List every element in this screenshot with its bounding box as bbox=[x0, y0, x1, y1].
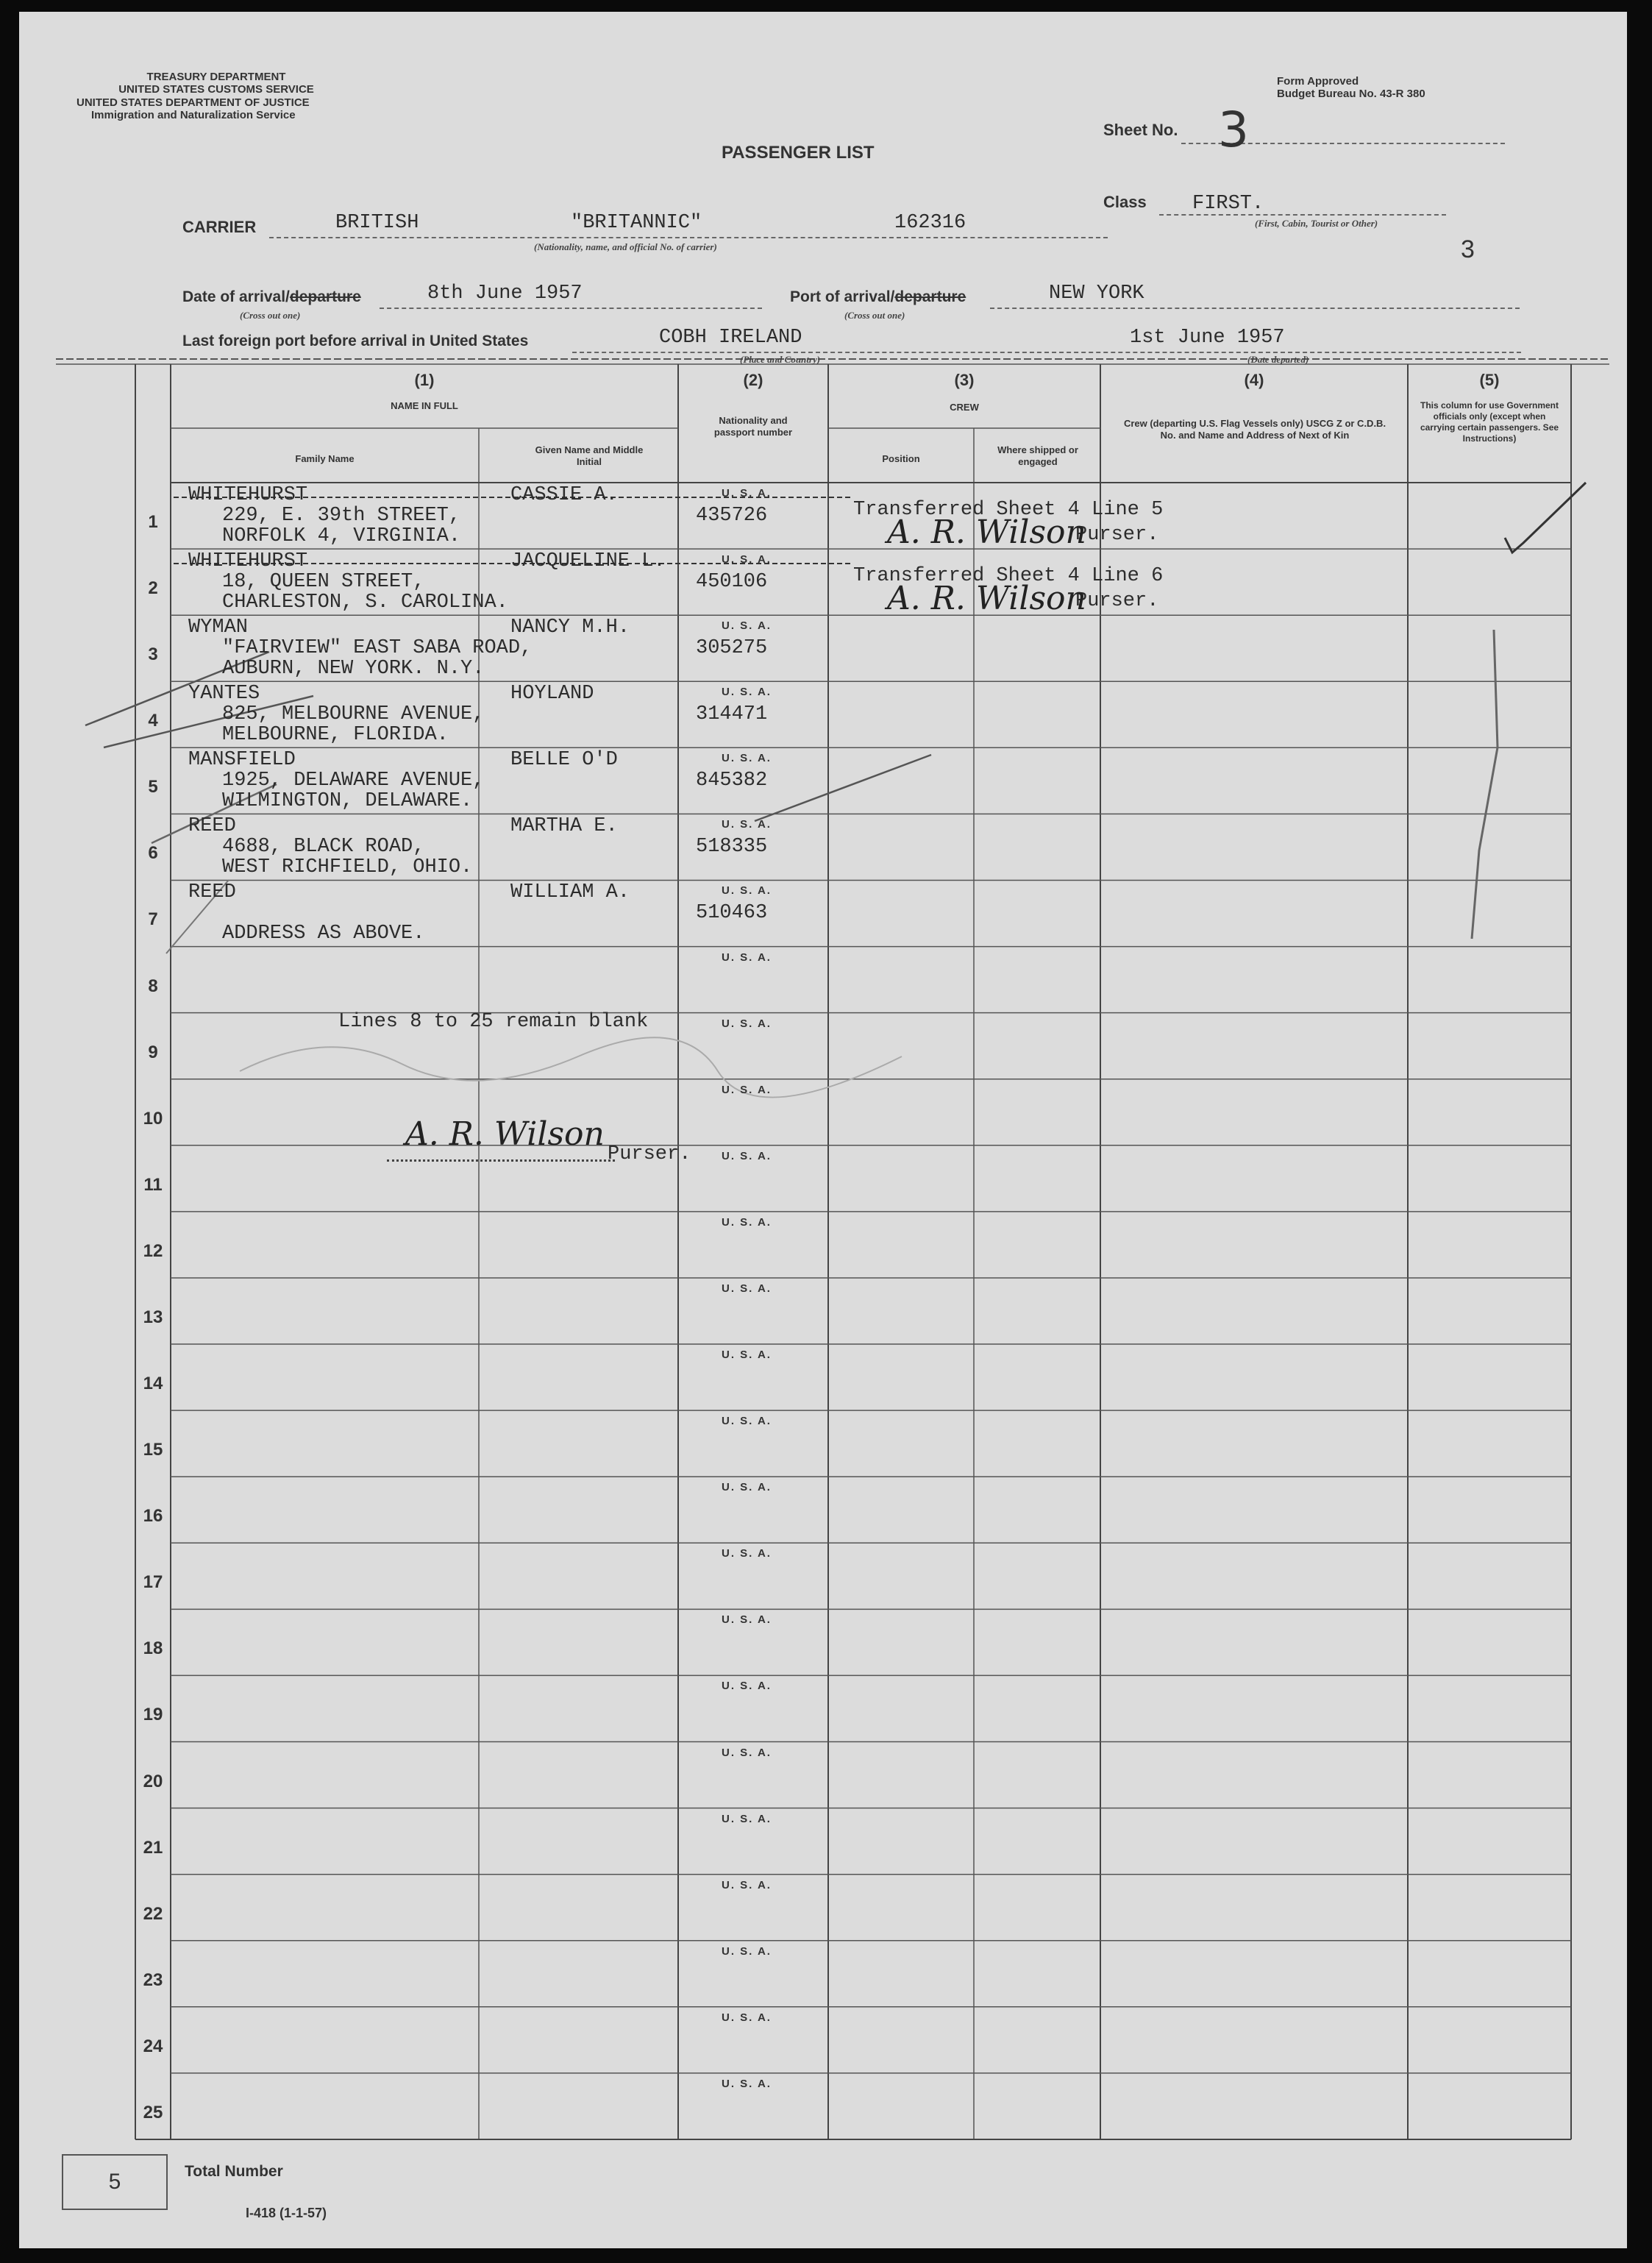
purser-label-blank-note: Purser. bbox=[608, 1143, 691, 1165]
line-number: 1 bbox=[148, 512, 158, 532]
agency-treasury: TREASURY DEPARTMENT bbox=[146, 71, 286, 83]
nationality-mark: U. S. A. bbox=[722, 1812, 772, 1825]
arrival-label bbox=[182, 288, 361, 306]
port-struck: departure bbox=[894, 288, 966, 305]
nationality-mark: U. S. A. bbox=[722, 1415, 772, 1428]
carrier-nationality: BRITISH bbox=[335, 212, 419, 234]
nationality-mark: U. S. A. bbox=[722, 1944, 772, 1958]
agency-block-justice bbox=[76, 96, 371, 121]
col3-title: CREW bbox=[950, 402, 979, 413]
line-number: 12 bbox=[143, 1240, 163, 1261]
nationality-mark: U. S. A. bbox=[722, 2011, 772, 2024]
agency-block bbox=[76, 71, 356, 96]
nationality-mark: U. S. A. bbox=[722, 1680, 772, 1693]
nationality-mark: U. S. A. bbox=[722, 1282, 772, 1295]
col1-number: (1) bbox=[414, 371, 435, 389]
budget-bureau-line: Budget Bureau No. 43-R 380 bbox=[1277, 88, 1425, 100]
given-name: JACQUELINE L. bbox=[510, 550, 666, 573]
line-number: 8 bbox=[148, 976, 158, 996]
passport-number: 450106 bbox=[696, 571, 768, 594]
col2-title: Nationality and passport number bbox=[713, 415, 793, 438]
line-number: 22 bbox=[143, 1903, 163, 1924]
port-hint: (Cross out one) bbox=[844, 310, 905, 321]
line-number: 14 bbox=[143, 1374, 163, 1394]
last-port-hint: (Place and Country) bbox=[740, 354, 821, 365]
carrier-name: "BRITANNIC" bbox=[571, 212, 702, 234]
address-line2: CHARLESTON, S. CAROLINA. bbox=[222, 591, 508, 614]
corner-number: 3 bbox=[1461, 235, 1475, 263]
line-number: 10 bbox=[143, 1108, 163, 1129]
line-number: 19 bbox=[143, 1705, 163, 1725]
crew-position-note: Transferred Sheet 4 Line 5 bbox=[853, 499, 1164, 521]
arrival-underline bbox=[380, 308, 762, 309]
passport-number: 845382 bbox=[696, 770, 768, 792]
last-port-value: COBH IRELAND bbox=[659, 327, 802, 349]
nationality-mark: U. S. A. bbox=[722, 1547, 772, 1560]
address-line1: "FAIRVIEW" EAST SABA ROAD, bbox=[222, 637, 533, 660]
last-port-label: Last foreign port before arrival in United States bbox=[182, 333, 529, 349]
address-line1: 18, QUEEN STREET, bbox=[222, 571, 425, 594]
signature-dotted-line bbox=[387, 1159, 615, 1162]
nationality-mark: U. S. A. bbox=[722, 1149, 772, 1162]
family-name: WHITEHURST bbox=[188, 484, 308, 506]
total-value: 5 bbox=[108, 2170, 121, 2194]
given-name: NANCY M.H. bbox=[510, 617, 630, 639]
port-label bbox=[790, 288, 966, 306]
line-number: 9 bbox=[148, 1042, 158, 1062]
nationality-mark: U. S. A. bbox=[722, 1613, 772, 1627]
port-underline bbox=[990, 308, 1520, 309]
line-number: 3 bbox=[148, 644, 158, 665]
given-name: CASSIE A. bbox=[510, 484, 618, 506]
nationality-mark: U. S. A. bbox=[722, 1878, 772, 1891]
last-port-underline bbox=[572, 352, 1521, 353]
col-given-name: Given Name and Middle Initial bbox=[535, 444, 644, 467]
passport-number: 314471 bbox=[696, 703, 768, 726]
nationality-mark: U. S. A. bbox=[722, 619, 772, 633]
line-number: 4 bbox=[148, 711, 158, 731]
carrier-underline bbox=[269, 237, 1108, 238]
nationality-mark: U. S. A. bbox=[722, 2077, 772, 2090]
line-number: 15 bbox=[143, 1440, 163, 1460]
family-name: YANTES bbox=[188, 683, 260, 706]
given-name: MARTHA E. bbox=[510, 815, 618, 838]
total-label: Total Number bbox=[185, 2163, 283, 2180]
line-number: 7 bbox=[148, 909, 158, 930]
line-number: 24 bbox=[143, 2036, 163, 2056]
class-value: FIRST. bbox=[1192, 193, 1264, 215]
agency-customs: UNITED STATES CUSTOMS SERVICE bbox=[118, 83, 314, 96]
line-number: 13 bbox=[143, 1307, 163, 1327]
address-line2: MELBOURNE, FLORIDA. bbox=[222, 724, 449, 747]
agency-ins: Immigration and Naturalization Service bbox=[91, 109, 296, 121]
address-line2: WILMINGTON, DELAWARE. bbox=[222, 790, 473, 813]
address-line2: NORFOLK 4, VIRGINIA. bbox=[222, 525, 461, 547]
passport-number: 518335 bbox=[696, 836, 768, 859]
carrier-number: 162316 bbox=[894, 212, 966, 234]
nationality-mark: U. S. A. bbox=[722, 1083, 772, 1096]
line-number: 6 bbox=[148, 843, 158, 864]
form-approved-line: Form Approved bbox=[1277, 75, 1359, 88]
signature-blank-note: A. R. Wilson bbox=[405, 1115, 605, 1153]
line-number: 20 bbox=[143, 1771, 163, 1791]
col5-title: This column for use Government officials only (except when carrying certain passengers. See Instructions) bbox=[1420, 400, 1559, 444]
port-value: NEW YORK bbox=[1049, 283, 1144, 305]
nationality-mark: U. S. A. bbox=[722, 818, 772, 831]
blank-note: Lines 8 to 25 remain blank bbox=[338, 1011, 649, 1033]
crew-position-note: Transferred Sheet 4 Line 6 bbox=[853, 565, 1164, 588]
nationality-mark: U. S. A. bbox=[722, 1481, 772, 1494]
address-line2: ADDRESS AS ABOVE. bbox=[222, 923, 425, 945]
agency-justice: UNITED STATES DEPARTMENT OF JUSTICE bbox=[76, 96, 310, 109]
date-departed: 1st June 1957 bbox=[1130, 327, 1285, 349]
line-number: 18 bbox=[143, 1638, 163, 1659]
address-line1: 4688, BLACK ROAD, bbox=[222, 836, 425, 859]
col-family-name: Family Name bbox=[295, 453, 355, 464]
page-title: PASSENGER LIST bbox=[722, 143, 875, 163]
passport-number: 510463 bbox=[696, 902, 768, 925]
address-line2: WEST RICHFIELD, OHIO. bbox=[222, 856, 473, 879]
nationality-mark: U. S. A. bbox=[722, 752, 772, 765]
line-number: 11 bbox=[143, 1174, 163, 1195]
total-box bbox=[62, 2154, 168, 2210]
col1-title: NAME IN FULL bbox=[391, 400, 458, 411]
nationality-mark: U. S. A. bbox=[722, 686, 772, 699]
arrival-date: 8th June 1957 bbox=[427, 283, 583, 305]
address-line1: 1925, DELAWARE AVENUE, bbox=[222, 770, 485, 792]
crew-purser-note: Purser. bbox=[1075, 524, 1159, 546]
col-position: Position bbox=[882, 453, 920, 464]
nationality-mark: U. S. A. bbox=[722, 1746, 772, 1759]
col5-number: (5) bbox=[1479, 371, 1500, 389]
carrier-hint: (Nationality, name, and official No. of carrier) bbox=[534, 241, 717, 252]
class-label: Class bbox=[1103, 193, 1147, 211]
given-name: HOYLAND bbox=[510, 683, 594, 706]
line-number: 5 bbox=[148, 777, 158, 797]
col-where-shipped: Where shipped or engaged bbox=[997, 444, 1078, 467]
family-name: REED bbox=[188, 881, 236, 904]
given-name: BELLE O'D bbox=[510, 749, 618, 772]
nationality-mark: U. S. A. bbox=[722, 487, 772, 500]
arrival-struck: departure bbox=[289, 288, 361, 305]
line-number: 16 bbox=[143, 1506, 163, 1527]
sheet-number: 3 bbox=[1218, 102, 1249, 158]
sheet-label: Sheet No. bbox=[1103, 121, 1178, 139]
line-number: 2 bbox=[148, 578, 158, 599]
given-name: WILLIAM A. bbox=[510, 881, 630, 904]
family-name: WHITEHURST bbox=[188, 550, 308, 573]
nationality-mark: U. S. A. bbox=[722, 1215, 772, 1229]
address-line1: 229, E. 39th STREET, bbox=[222, 505, 461, 527]
nationality-mark: U. S. A. bbox=[722, 1017, 772, 1030]
address-line1: 825, MELBOURNE AVENUE, bbox=[222, 703, 485, 726]
class-hint: (First, Cabin, Tourist or Other) bbox=[1255, 218, 1378, 229]
form-number: I-418 (1-1-57) bbox=[246, 2206, 327, 2220]
signature-row2: A. R. Wilson bbox=[887, 580, 1086, 617]
nationality-mark: U. S. A. bbox=[722, 951, 772, 964]
arrival-hint: (Cross out one) bbox=[240, 310, 301, 321]
col3-number: (3) bbox=[954, 371, 975, 389]
signature-row1: A. R. Wilson bbox=[887, 514, 1086, 551]
family-name: WYMAN bbox=[188, 617, 249, 639]
carrier-label: CARRIER bbox=[182, 218, 257, 236]
line-number: 21 bbox=[143, 1837, 163, 1858]
family-name: REED bbox=[188, 815, 236, 838]
port-label-text: Port of arrival/ bbox=[790, 288, 895, 305]
col4-title: Crew (departing U.S. Flag Vessels only) USCG Z or C.D.B. No. and Name and Address of Next of Kin bbox=[1123, 418, 1386, 441]
line-number: 25 bbox=[143, 2102, 163, 2122]
nationality-mark: U. S. A. bbox=[722, 553, 772, 566]
nationality-mark: U. S. A. bbox=[722, 1349, 772, 1362]
passport-number: 435726 bbox=[696, 505, 768, 527]
line-number: 23 bbox=[143, 1969, 163, 1990]
family-name: MANSFIELD bbox=[188, 749, 296, 772]
date-departed-hint: (Date departed) bbox=[1247, 354, 1309, 365]
col2-number: (2) bbox=[743, 371, 763, 389]
line-number: 17 bbox=[143, 1572, 163, 1593]
passenger-list-sheet bbox=[19, 12, 1627, 2248]
arrival-label-text: Date of arrival/ bbox=[182, 288, 290, 305]
address-line2: AUBURN, NEW YORK. N.Y. bbox=[222, 658, 485, 681]
nationality-mark: U. S. A. bbox=[722, 884, 772, 898]
form-approved bbox=[1277, 75, 1425, 100]
crew-purser-note: Purser. bbox=[1075, 590, 1159, 613]
col4-number: (4) bbox=[1244, 371, 1264, 389]
passport-number: 305275 bbox=[696, 637, 768, 660]
